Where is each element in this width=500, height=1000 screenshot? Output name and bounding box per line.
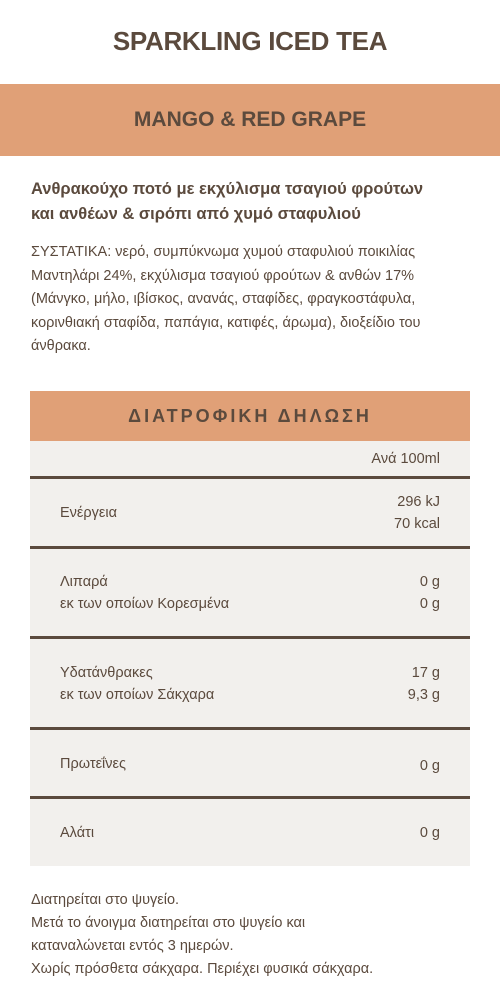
storage-notes <box>31 889 481 981</box>
nutrition-header-label: ΔΙΑΤΡΟΦΙΚΗ ΔΗΛΩΣΗ <box>128 405 372 426</box>
nutrition-row-salt <box>30 822 470 844</box>
nutrient-value: 296 kJ <box>397 494 440 510</box>
divider <box>30 546 470 549</box>
nutrient-value: 0 g <box>419 574 440 590</box>
product-description <box>31 177 481 227</box>
per-serving-label: Ανά 100ml <box>371 451 440 467</box>
nutrition-header <box>30 391 470 441</box>
storage-line: καταναλώνεται εντός 3 ημερών. <box>31 938 234 954</box>
divider <box>30 476 470 479</box>
ingredients-text <box>31 241 476 359</box>
nutrition-row-energy <box>30 491 470 535</box>
flavor-band <box>0 84 500 156</box>
divider <box>30 796 470 799</box>
nutrient-value: 70 kcal <box>394 516 440 532</box>
ingredients-line: κορινθιακή σταφίδα, παπάγια, κατιφές, άρωμα), διοξείδιο του <box>31 314 421 331</box>
storage-line: Διατηρείται στο ψυγείο. <box>31 892 180 908</box>
nutrition-panel <box>30 391 470 866</box>
ingredients-line: (Μάνγκο, μήλο, ιβίσκος, ανανάς, σταφίδες, φραγκοστάφυλα, <box>31 291 416 307</box>
ingredients-line: Μαντηλάρι 24%, εκχύλισμα τσαγιού φρούτων & ανθών 17% <box>31 267 415 284</box>
ingredients-line: ΣΥΣΤΑΤΙΚΑ: νερό, συμπύκνωμα χυμού σταφυλιού ποικιλίας <box>31 244 416 260</box>
nutrient-sublabel: εκ των οποίων Σάκχαρα <box>60 687 215 703</box>
nutrient-label: Αλάτι <box>60 825 95 841</box>
divider <box>30 727 470 730</box>
nutrient-label: Λιπαρά <box>60 574 108 590</box>
product-title: SPARKLING ICED TEA <box>112 26 388 56</box>
nutrient-value: 0 g <box>419 758 440 774</box>
divider <box>30 636 470 639</box>
nutrition-row-fat <box>30 571 470 615</box>
nutrition-row-protein <box>30 753 470 775</box>
nutrient-label: Πρωτεΐνες <box>60 756 126 772</box>
description-line: και ανθέων & σιρόπι από χυμό σταφυλιού <box>31 205 361 223</box>
nutrient-value: 0 g <box>419 825 440 841</box>
storage-line: Μετά το άνοιγμα διατηρείται στο ψυγείο και <box>31 915 306 931</box>
nutrient-label: Ενέργεια <box>60 505 117 521</box>
description-line: Ανθρακούχο ποτό με εκχύλισμα τσαγιού φρούτων <box>31 180 424 198</box>
flavor-name: MANGO & RED GRAPE <box>133 108 367 131</box>
ingredients-line: άνθρακα. <box>31 338 91 354</box>
nutrition-row-carbs <box>30 662 470 706</box>
storage-line: Χωρίς πρόσθετα σάκχαρα. Περιέχει φυσικά σάκχαρα. <box>31 961 374 977</box>
nutrient-sublabel: εκ των οποίων Κορεσμένα <box>60 596 230 612</box>
nutrient-label: Υδατάνθρακες <box>60 665 153 681</box>
nutrient-value: 0 g <box>419 596 440 612</box>
nutrient-value: 9,3 g <box>407 687 440 703</box>
nutrient-value: 17 g <box>411 665 440 681</box>
